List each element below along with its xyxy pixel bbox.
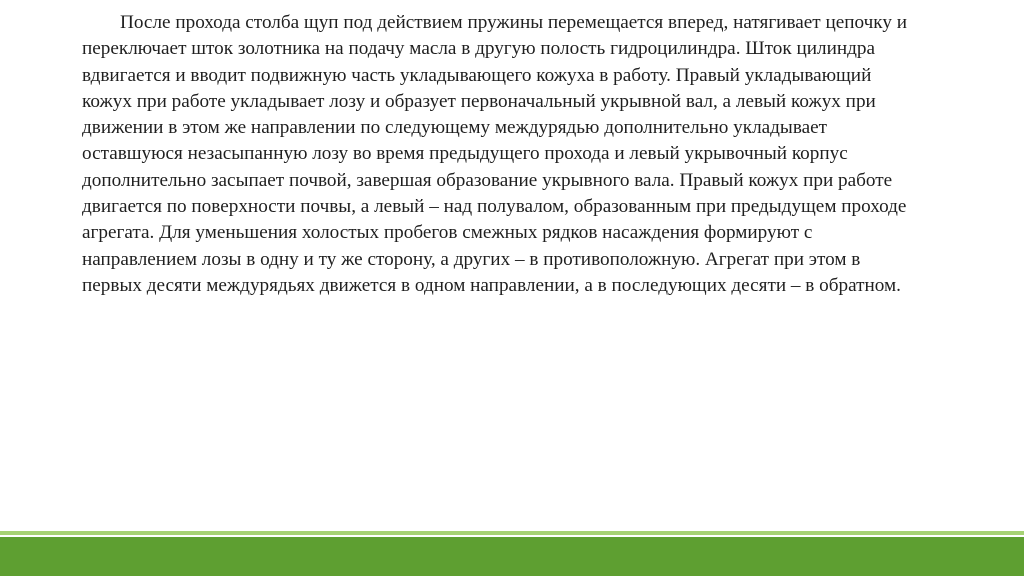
- footer-accent-line: [0, 531, 1024, 535]
- body-paragraph: После прохода столба щуп под действием пружины перемещается вперед, натягивает цепочку и переключает шток золотника на подачу масла в другую полость гидроцилиндра. Шток цилиндра вдвигается и вводит подвижную часть укладывающего кожуха в работу. Правый укладывающий кожух при работе укладывает лозу и образует первоначальный укрывной вал, а левый кожух при движении в этом же направлении по следующему междурядью дополнительно укладывает оставшуюся незасыпанную лозу во время предыдущего прохода и левый укрывочный корпус дополнительно засыпает почвой, завершая образование укрывного вала. Правый кожух при работе двигается по поверхности почвы, а левый – над полувалом, образованным при предыдущем проходе агрегата. Для уменьшения холостых пробегов смежных рядков насаждения формируют с направлением лозы в одну и ту же сторону, а других – в противоположную. Агрегат при этом в первых десяти междурядьях движется в одном направлении, а в последующих десяти – в обратном.: [82, 12, 907, 296]
- footer-bar: [0, 537, 1024, 576]
